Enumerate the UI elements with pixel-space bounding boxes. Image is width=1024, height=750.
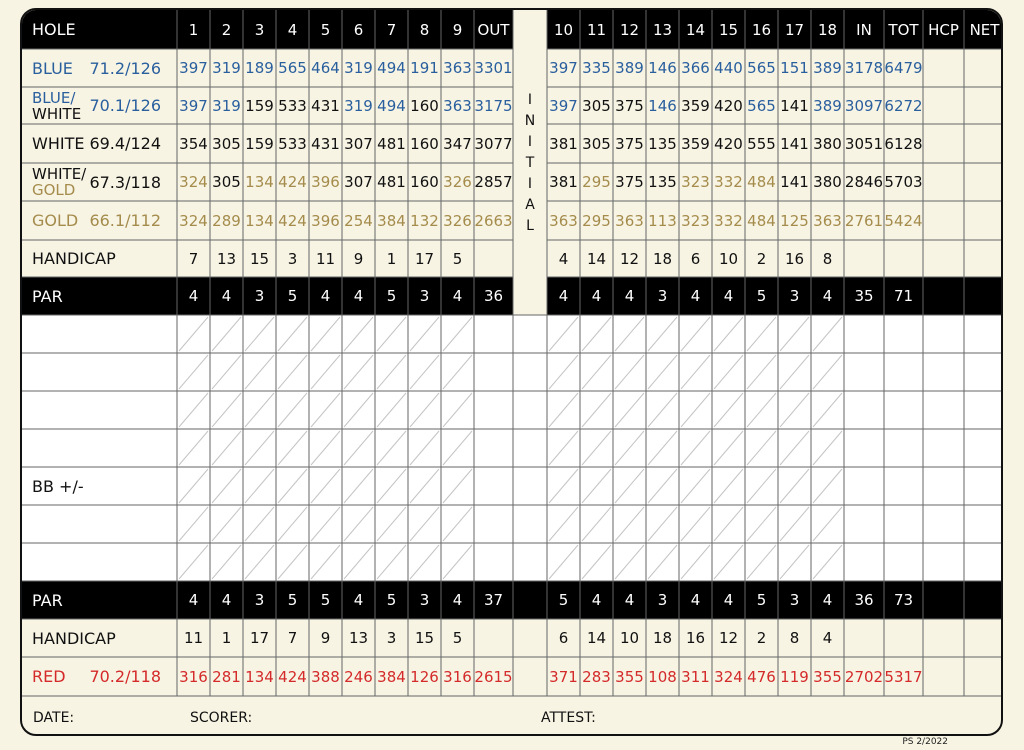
hole-number: 4 <box>287 20 298 39</box>
handicap-cell: 18 <box>652 249 673 268</box>
par-in: 35 <box>854 287 874 305</box>
yardage-cell: 6128 <box>884 134 923 153</box>
par-cell: 3 <box>657 287 668 305</box>
handicap-cell: 6 <box>690 249 701 268</box>
par-cell: 5 <box>287 287 298 305</box>
handicap-cell: 1 <box>386 249 397 268</box>
yardage-cell: 151 <box>780 59 809 77</box>
handicap-cell: 1 <box>221 629 232 647</box>
yardage-cell: 295 <box>582 173 611 191</box>
yardage-cell: 135 <box>648 134 677 153</box>
scorecard <box>20 8 1003 736</box>
yardage-cell: 6272 <box>884 96 923 115</box>
yardage-cell: 160 <box>410 96 439 115</box>
yardage-cell: 565 <box>747 59 776 77</box>
par-out: 36 <box>483 287 504 305</box>
tee-name <box>22 124 177 163</box>
par-cell: 5 <box>386 591 397 609</box>
tee-rating: 70.1/126 <box>89 96 161 115</box>
tee-name-text: BLUE <box>32 58 73 78</box>
handicap-cell: 4 <box>558 249 569 268</box>
handicap-cell: 10 <box>718 249 739 268</box>
par-cell: 5 <box>558 591 569 609</box>
yardage-cell: 323 <box>681 173 710 191</box>
yardage-cell: 424 <box>278 173 307 191</box>
handicap-label: HANDICAP <box>32 249 116 268</box>
initial-letter: T <box>525 154 535 171</box>
yardage-cell: 311 <box>681 667 710 686</box>
yardage-cell: 323 <box>681 211 710 230</box>
yardage-cell: 119 <box>780 667 809 686</box>
handicap-cell: 15 <box>249 249 270 268</box>
yardage-cell: 289 <box>212 211 241 230</box>
yardage-cell: 420 <box>714 134 743 153</box>
par-cell: 5 <box>756 591 767 609</box>
yardage-cell: 141 <box>780 134 809 153</box>
hcp-header: HCP <box>928 20 959 39</box>
par-tot: 73 <box>893 591 914 609</box>
yardage-cell: 420 <box>714 96 743 115</box>
par-cell: 4 <box>188 591 199 609</box>
par-cell: 4 <box>353 591 364 609</box>
hole-number: 16 <box>751 20 772 39</box>
yardage-cell: 363 <box>443 96 472 115</box>
date-label: DATE: <box>33 710 75 726</box>
yardage-cell: 108 <box>648 667 677 686</box>
yardage-cell: 3301 <box>474 59 513 77</box>
par-cell: 3 <box>254 287 265 305</box>
yardage-cell: 141 <box>780 173 809 191</box>
yardage-cell: 326 <box>443 211 472 230</box>
handicap-cell: 11 <box>183 629 204 647</box>
handicap-cell: 13 <box>216 249 237 268</box>
handicap-cell: 2 <box>756 629 767 647</box>
yardage-cell: 146 <box>648 59 677 77</box>
par-cell: 5 <box>386 287 397 305</box>
handicap-cell: 4 <box>822 629 833 647</box>
tee-rating: 69.4/124 <box>89 134 161 153</box>
yardage-cell: 494 <box>377 96 406 115</box>
par-cell: 3 <box>419 287 430 305</box>
yardage-cell: 388 <box>311 667 340 686</box>
tee-name-line2: GOLD <box>32 181 76 199</box>
par-cell: 3 <box>789 287 800 305</box>
yardage-cell: 381 <box>549 134 578 153</box>
initial-letter: I <box>527 133 533 150</box>
yardage-cell: 380 <box>813 134 842 153</box>
yardage-cell: 126 <box>410 667 439 686</box>
yardage-cell: 134 <box>245 667 274 686</box>
yardage-cell: 305 <box>582 134 611 153</box>
hole-number: 2 <box>221 20 232 39</box>
yardage-cell: 371 <box>549 667 578 686</box>
yardage-cell: 380 <box>813 173 842 191</box>
hole-number: 3 <box>254 20 265 39</box>
yardage-cell: 396 <box>311 211 340 230</box>
red-tee-rating: 70.2/118 <box>89 667 161 686</box>
par-cell: 3 <box>419 591 430 609</box>
yardage-cell: 159 <box>245 96 274 115</box>
yardage-cell: 533 <box>278 134 307 153</box>
initial-letter: I <box>527 175 533 192</box>
yardage-cell: 332 <box>714 211 743 230</box>
handicap-cell: 7 <box>287 629 298 647</box>
yardage-cell: 389 <box>813 59 842 77</box>
yardage-cell: 375 <box>615 96 644 115</box>
par-label: PAR <box>32 286 63 306</box>
yardage-cell: 347 <box>443 134 472 153</box>
hole-number: 7 <box>386 20 397 39</box>
par-cell: 5 <box>287 591 298 609</box>
tot-header: TOT <box>888 20 919 39</box>
handicap-label: HANDICAP <box>32 628 116 648</box>
yardage-cell: 125 <box>780 211 809 230</box>
red-out: 2615 <box>474 667 513 686</box>
yardage-cell: 431 <box>311 134 340 153</box>
initial-letter: L <box>526 217 534 234</box>
red-in: 2702 <box>844 667 884 686</box>
handicap-cell: 9 <box>353 249 364 268</box>
yardage-cell: 384 <box>377 667 406 686</box>
yardage-cell: 355 <box>615 667 644 686</box>
handicap-cell: 10 <box>619 629 640 647</box>
yardage-cell: 555 <box>747 134 776 153</box>
handicap-cell: 12 <box>718 629 739 647</box>
yardage-cell: 484 <box>747 173 776 191</box>
yardage-cell: 319 <box>344 59 373 77</box>
yardage-cell: 319 <box>212 59 241 77</box>
handicap-cell: 8 <box>789 629 800 647</box>
tee-name-text <box>32 90 81 122</box>
par-cell: 3 <box>254 591 265 609</box>
handicap-cell: 17 <box>249 629 270 647</box>
yardage-cell: 141 <box>780 96 809 115</box>
initial-letter: N <box>524 112 536 129</box>
yardage-cell: 431 <box>311 96 340 115</box>
yardage-cell: 363 <box>443 59 472 77</box>
score-name-area <box>22 315 177 581</box>
yardage-cell: 305 <box>212 134 241 153</box>
par-cell: 4 <box>822 287 833 305</box>
par-cell: 3 <box>789 591 800 609</box>
yardage-cell: 424 <box>278 211 307 230</box>
par-cell: 3 <box>657 591 668 609</box>
par-cell: 4 <box>690 591 701 609</box>
hole-number: 10 <box>553 20 574 39</box>
yardage-cell: 335 <box>582 59 611 77</box>
yardage-cell: 3051 <box>844 134 884 153</box>
hole-number: 11 <box>586 20 607 39</box>
yardage-cell: 476 <box>747 667 776 686</box>
yardage-cell: 135 <box>648 173 677 191</box>
yardage-cell: 363 <box>813 211 842 230</box>
handicap-cell: 5 <box>452 249 463 268</box>
attest-label: ATTEST: <box>541 710 596 726</box>
handicap-cell: 8 <box>822 249 833 268</box>
yardage-cell: 134 <box>245 173 274 191</box>
yardage-cell: 189 <box>245 59 274 77</box>
yardage-cell: 481 <box>377 173 406 191</box>
tee-name <box>22 201 177 240</box>
hole-header: HOLE <box>32 20 76 39</box>
hole-number: 15 <box>718 20 739 39</box>
yardage-cell: 305 <box>212 173 241 191</box>
yardage-cell: 2663 <box>474 211 513 230</box>
par-cell: 4 <box>221 287 232 305</box>
yardage-cell: 464 <box>311 59 340 77</box>
par-cell: 4 <box>221 591 232 609</box>
yardage-cell: 354 <box>179 134 208 153</box>
par-cell: 5 <box>320 591 331 609</box>
handicap-cell: 13 <box>348 629 369 647</box>
par-cell: 4 <box>624 287 635 305</box>
par-cell: 4 <box>624 591 635 609</box>
yardage-cell: 246 <box>344 667 373 686</box>
tee-name <box>22 87 177 124</box>
yardage-cell: 191 <box>410 59 439 77</box>
yardage-cell: 254 <box>344 211 373 230</box>
handicap-cell: 16 <box>784 249 805 268</box>
par-cell: 4 <box>591 591 602 609</box>
tee-rating: 67.3/118 <box>89 172 161 192</box>
hole-number: 8 <box>419 20 430 39</box>
yardage-cell: 355 <box>813 667 842 686</box>
yardage-cell: 363 <box>615 211 644 230</box>
yardage-cell: 281 <box>212 667 241 686</box>
yardage-cell: 324 <box>714 667 743 686</box>
yardage-cell: 146 <box>648 96 677 115</box>
yardage-cell: 397 <box>549 59 578 77</box>
yardage-cell: 2857 <box>474 173 513 191</box>
yardage-cell: 283 <box>582 667 611 686</box>
yardage-cell: 481 <box>377 134 406 153</box>
par-cell: 4 <box>452 591 463 609</box>
yardage-cell: 160 <box>410 173 439 191</box>
initial-letter: A <box>525 196 535 213</box>
par-cell: 4 <box>320 287 331 305</box>
handicap-cell: 14 <box>586 629 607 647</box>
net-header: NET <box>969 20 1000 39</box>
yardage-cell: 397 <box>179 59 208 77</box>
yardage-cell: 316 <box>443 667 472 686</box>
red-tee-label: RED <box>32 667 66 686</box>
yardage-cell: 307 <box>344 134 373 153</box>
yardage-cell: 381 <box>549 173 578 191</box>
par-cell: 4 <box>591 287 602 305</box>
tee-name-line1: WHITE/ <box>32 165 87 183</box>
yardage-cell: 533 <box>278 96 307 115</box>
yardage-cell: 3178 <box>844 59 884 77</box>
yardage-cell: 3175 <box>474 96 513 115</box>
par-tot: 71 <box>893 287 914 305</box>
handicap-cell: 11 <box>315 249 336 268</box>
score-row-label: BB +/- <box>32 476 84 496</box>
hole-number: 1 <box>188 20 199 39</box>
handicap-cell: 17 <box>414 249 435 268</box>
handicap-cell: 14 <box>586 249 607 268</box>
yardage-cell: 440 <box>714 59 743 77</box>
par-cell: 4 <box>353 287 364 305</box>
yardage-cell: 159 <box>245 134 274 153</box>
yardage-cell: 134 <box>245 211 274 230</box>
tee-name-text: GOLD <box>32 211 79 230</box>
hole-number: 12 <box>619 20 640 39</box>
yardage-cell: 2846 <box>844 173 884 191</box>
yardage-cell: 319 <box>212 96 241 115</box>
par-cell: 4 <box>723 591 734 609</box>
hole-number: 6 <box>353 20 364 39</box>
par-cell: 5 <box>756 287 767 305</box>
yardage-cell: 324 <box>179 173 208 191</box>
hole-number: 14 <box>685 20 706 39</box>
red-tot: 5317 <box>884 667 923 686</box>
yardage-cell: 5703 <box>884 173 923 191</box>
yardage-cell: 2761 <box>844 211 884 230</box>
yardage-cell: 396 <box>311 173 340 191</box>
yardage-cell: 326 <box>443 173 472 191</box>
yardage-cell: 113 <box>648 211 677 230</box>
yardage-cell: 375 <box>615 134 644 153</box>
yardage-cell: 565 <box>278 59 307 77</box>
yardage-cell: 5424 <box>884 211 923 230</box>
handicap-cell: 6 <box>558 629 569 647</box>
red-tee-name <box>22 657 177 696</box>
yardage-cell: 305 <box>582 96 611 115</box>
tee-rating: 66.1/112 <box>89 211 161 230</box>
handicap-cell: 5 <box>452 629 463 647</box>
hole-number: 18 <box>817 20 838 39</box>
tee-name-line1: BLUE/ <box>32 88 76 107</box>
tee-name-text <box>32 166 86 198</box>
scorecard-grid <box>22 10 1001 734</box>
yardage-cell: 389 <box>813 96 842 115</box>
handicap-cell: 3 <box>386 629 397 647</box>
yardage-cell: 324 <box>179 211 208 230</box>
yardage-cell: 319 <box>344 96 373 115</box>
par-label: PAR <box>32 590 63 610</box>
yardage-cell: 132 <box>410 211 439 230</box>
yardage-cell: 363 <box>549 211 578 230</box>
par-cell: 4 <box>690 287 701 305</box>
yardage-cell: 316 <box>179 667 208 686</box>
yardage-cell: 484 <box>747 211 776 230</box>
yardage-cell: 307 <box>344 173 373 191</box>
in-header: IN <box>856 20 872 39</box>
version-label: PS 2/2022 <box>902 737 948 747</box>
yardage-cell: 359 <box>681 134 710 153</box>
yardage-cell: 424 <box>278 667 307 686</box>
yardage-cell: 332 <box>714 173 743 191</box>
out-header: OUT <box>477 20 510 39</box>
yardage-cell: 295 <box>582 211 611 230</box>
tee-rating: 71.2/126 <box>89 58 161 78</box>
par-cell: 4 <box>452 287 463 305</box>
yardage-cell: 366 <box>681 59 710 77</box>
initial-column <box>513 49 547 277</box>
handicap-cell: 16 <box>685 629 706 647</box>
tee-name <box>22 163 177 201</box>
handicap-cell: 15 <box>414 629 435 647</box>
handicap-cell: 18 <box>652 629 673 647</box>
yardage-cell: 359 <box>681 96 710 115</box>
yardage-cell: 375 <box>615 173 644 191</box>
par-cell: 4 <box>188 287 199 305</box>
tee-name-text: WHITE <box>32 134 85 153</box>
score-area <box>177 315 1003 581</box>
yardage-cell: 397 <box>549 96 578 115</box>
hole-number: 13 <box>652 20 673 39</box>
scorer-label: SCORER: <box>190 710 253 726</box>
par-out: 37 <box>483 591 504 609</box>
yardage-cell: 384 <box>377 211 406 230</box>
tee-name <box>22 49 177 87</box>
hole-number: 5 <box>320 20 331 39</box>
yardage-cell: 3097 <box>844 96 884 115</box>
handicap-cell: 3 <box>287 249 298 268</box>
yardage-cell: 3077 <box>474 134 513 153</box>
yardage-cell: 565 <box>747 96 776 115</box>
hole-number: 9 <box>452 20 463 39</box>
initial-letter: I <box>527 91 533 108</box>
hole-number: 17 <box>784 20 805 39</box>
yardage-cell: 6479 <box>884 59 923 77</box>
par-in: 36 <box>854 591 874 609</box>
tee-name-line2: WHITE <box>32 104 82 123</box>
par-cell: 4 <box>723 287 734 305</box>
par-cell: 4 <box>558 287 569 305</box>
handicap-cell: 12 <box>619 249 640 268</box>
par-cell: 4 <box>822 591 833 609</box>
handicap-cell: 7 <box>188 249 199 268</box>
handicap-cell: 2 <box>756 249 767 268</box>
handicap-cell: 9 <box>320 629 331 647</box>
yardage-cell: 160 <box>410 134 439 153</box>
yardage-cell: 389 <box>615 59 644 77</box>
yardage-cell: 397 <box>179 96 208 115</box>
yardage-cell: 494 <box>377 59 406 77</box>
